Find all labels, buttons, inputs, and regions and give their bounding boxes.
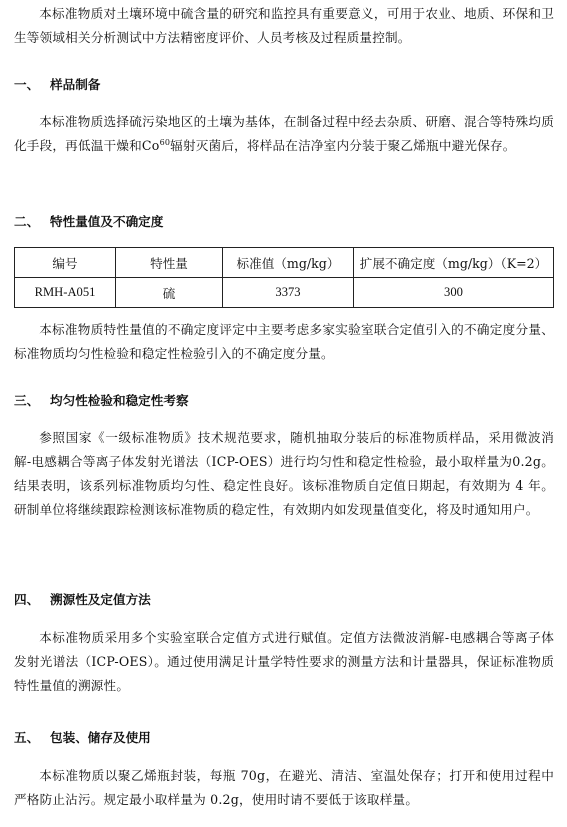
section-title: 样品制备 — [50, 77, 101, 92]
section-number: 二、 — [14, 214, 40, 229]
section-5-paragraph: 本标准物质以聚乙烯瓶封装，每瓶 70g，在避光、清洁、室温处保存；打开和使用过程中严格防止沾污。规定最小取样量为 0.2g，使用时请不要低于该取样量。 — [14, 768, 554, 807]
section-3-paragraph: 参照国家《一级标准物质》技术规范要求，随机抽取分装后的标准物质样品，采用微波消解-电感耦合等离子体发射光谱法（ICP-OES）进行均匀性和稳定性检验，最小取样量为0.2g。结果表明，该系列标准物质均匀性、稳定性良好。该标准物质自定值日期起，有效期为 4 年。研制单位将继续跟踪检测该标准物质的稳定性，有效期内如发现量值变化，将及时通知用户。 — [14, 430, 554, 517]
section-heading-1 — [14, 75, 100, 95]
column-header: 标准值（mg/kg） — [223, 248, 354, 278]
co60-superscript: 60 — [159, 137, 171, 147]
section-heading-2 — [14, 212, 163, 232]
table-cell: 3373 — [223, 278, 354, 308]
table-header-row — [15, 248, 554, 278]
table-cell: RMH-A051 — [15, 278, 116, 308]
section-4-paragraph: 本标准物质采用多个实验室联合定值方式进行赋值。定值方法微波消解-电感耦合等离子体发射光谱法（ICP-OES）。通过使用满足计量学特性要求的测量方法和计量器具，保证标准物质特性量值的溯源性。 — [14, 630, 554, 693]
table-row — [15, 278, 554, 308]
section-heading-3 — [14, 391, 189, 411]
column-header: 扩展不确定度（mg/kg）（K=2） — [354, 248, 554, 278]
section-heading-4 — [14, 590, 151, 610]
section-title: 包装、储存及使用 — [50, 730, 151, 745]
section-title: 均匀性检验和稳定性考察 — [50, 393, 189, 408]
section-title: 特性量值及不确定度 — [50, 214, 164, 229]
section-number: 四、 — [14, 592, 40, 607]
intro-paragraph: 本标准物质对土壤环境中硫含量的研究和监控具有重要意义，可用于农业、地质、环保和卫生等领域相关分析测试中方法精密度评价、人员考核及过程质量控制。 — [14, 6, 554, 45]
table-cell: 硫 — [116, 278, 223, 308]
section-number: 五、 — [14, 730, 40, 745]
section-number: 一、 — [14, 77, 40, 92]
section-heading-5 — [14, 728, 151, 748]
table-cell: 300 — [354, 278, 554, 308]
section-1-text-a: 本标准物质选择硫污染地区的土壤为基体，在制备过程中经去杂质、研磨、混合等特殊均质化手段，再低温干燥和Co — [14, 114, 554, 153]
section-1-paragraph — [14, 110, 554, 158]
column-header: 特性量 — [116, 248, 223, 278]
column-header: 编号 — [15, 248, 116, 278]
section-title: 溯源性及定值方法 — [50, 592, 151, 607]
section-2-paragraph: 本标准物质特性量值的不确定度评定中主要考虑多家实验室联合定值引入的不确定度分量、标准物质均匀性检验和稳定性检验引入的不确定度分量。 — [14, 322, 554, 361]
section-1-text-b: 辐射灭菌后，将样品在洁净室内分装于聚乙烯瓶中避光保存。 — [170, 138, 516, 153]
property-value-table — [14, 247, 554, 308]
section-number: 三、 — [14, 393, 40, 408]
